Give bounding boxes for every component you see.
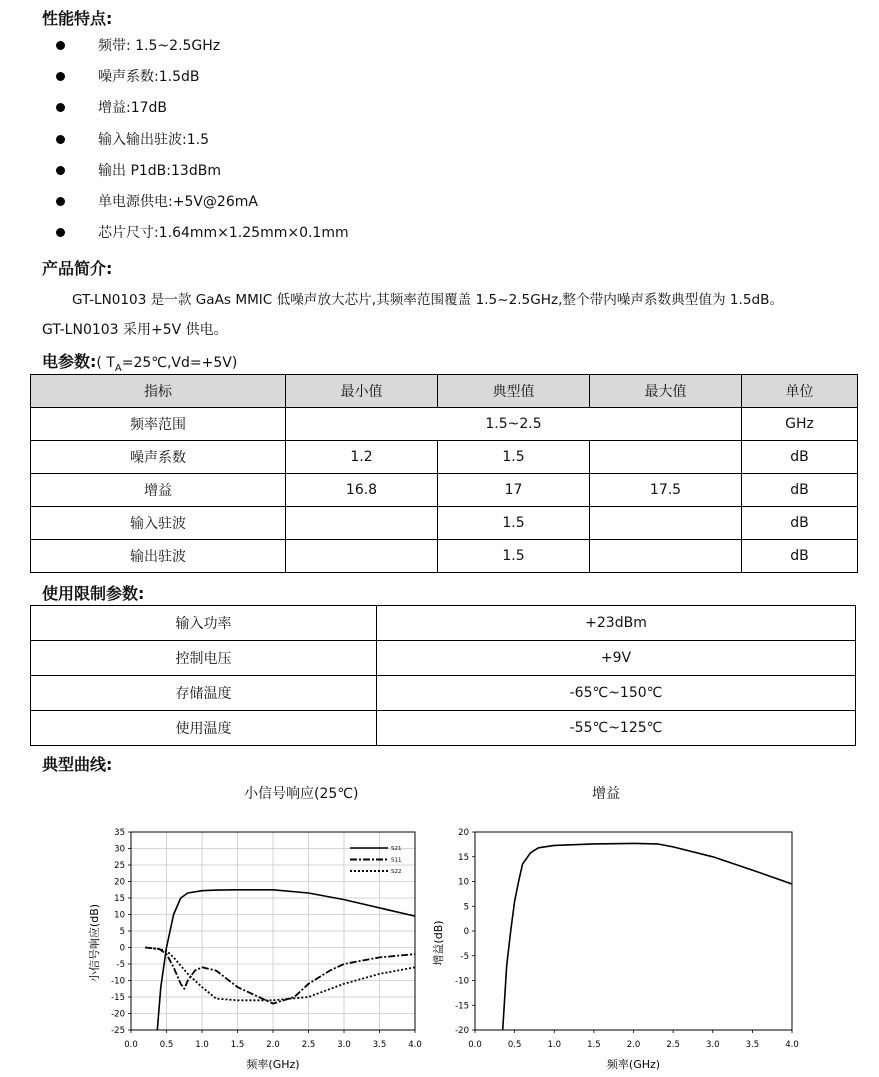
param-typ: 1.5	[438, 540, 590, 573]
x-tick-label: 1.5	[587, 1040, 601, 1050]
bullet-dot	[56, 41, 65, 50]
param-unit: dB	[742, 474, 858, 507]
limits-title: 使用限制参数:	[42, 584, 145, 603]
param-min	[286, 507, 438, 540]
y-tick-label: -5	[460, 951, 469, 962]
table-row	[31, 711, 856, 746]
y-tick-label: -20	[111, 1009, 125, 1020]
series-line-s21	[157, 890, 415, 1030]
param-max	[590, 540, 742, 573]
param-min	[286, 540, 438, 573]
y-tick-label: 15	[114, 894, 125, 904]
x-tick-label: 0.5	[507, 1040, 522, 1050]
y-tick-label: -5	[116, 960, 125, 970]
table-header-row	[31, 375, 858, 408]
x-tick-label: 1.0	[547, 1040, 562, 1050]
param-name: 输出驻波	[31, 540, 286, 573]
param-typ: 17	[438, 474, 590, 507]
x-tick-label: 1.5	[230, 1040, 245, 1050]
bullet-dot	[56, 197, 65, 206]
series-line-s11	[145, 948, 415, 1004]
param-unit: dB	[742, 441, 858, 474]
x-tick-label: 4.0	[408, 1040, 422, 1050]
plot-frame	[131, 832, 415, 1030]
legend-label: S11	[391, 857, 402, 864]
features-title: 性能特点:	[42, 9, 113, 28]
limit-value: -55℃~125℃	[377, 711, 856, 746]
bullet-dot	[56, 135, 65, 144]
x-tick-label: 3.5	[372, 1040, 387, 1050]
curves-title: 典型曲线:	[42, 755, 113, 774]
header-cell: 指标	[31, 375, 286, 408]
legend-label: S22	[391, 869, 402, 875]
param-min: 1.2	[286, 441, 438, 474]
param-name: 噪声系数	[31, 441, 286, 474]
table-row	[31, 441, 858, 474]
table-row	[31, 507, 858, 540]
y-tick-label: 30	[114, 844, 125, 855]
param-max	[590, 441, 742, 474]
y-tick-label: 5	[119, 927, 125, 937]
x-tick-label: 2.0	[266, 1040, 280, 1050]
param-unit: dB	[742, 507, 858, 540]
x-tick-label: 0.0	[124, 1040, 138, 1050]
y-tick-label: 20	[458, 828, 469, 838]
y-tick-label: -15	[455, 1001, 469, 1012]
y-axis-label: 增益(dB)	[432, 920, 445, 966]
table-row	[31, 676, 856, 711]
param-name: 增益	[31, 474, 286, 507]
limit-value: -65℃~150℃	[377, 676, 856, 711]
bullet-dot	[56, 103, 65, 112]
electrical-params-table	[30, 374, 858, 573]
limits-table	[30, 605, 856, 746]
x-tick-label: 3.0	[337, 1040, 351, 1050]
header-cell: 最大值	[590, 375, 742, 408]
limit-name: 输入功率	[31, 606, 377, 641]
y-tick-label: 0	[463, 927, 469, 937]
header-cell: 最小值	[286, 375, 438, 408]
x-tick-label: 3.5	[745, 1040, 760, 1050]
x-tick-label: 1.0	[195, 1040, 209, 1050]
legend-label: S21	[391, 846, 402, 852]
list-item: 芯片尺寸:1.64mm×1.25mm×0.1mm	[56, 223, 349, 254]
y-tick-label: 35	[114, 828, 125, 838]
chart-caption-left: 小信号响应(25℃)	[244, 786, 359, 802]
param-max: 17.5	[590, 474, 742, 507]
param-min: 16.8	[286, 474, 438, 507]
list-item: 单电源供电:+5V@26mA	[56, 192, 349, 223]
param-unit: dB	[742, 540, 858, 573]
bullet-dot	[56, 228, 65, 237]
features-list	[56, 36, 349, 254]
elec-title: 电参数:( $T_A=25℃,Vd=+5V$)	[42, 352, 238, 374]
intro-line-2: GT-LN0103 采用+5V 供电。	[42, 322, 228, 338]
limit-value: +23dBm	[377, 606, 856, 641]
x-tick-label: 4.0	[785, 1040, 799, 1050]
plot-frame	[475, 832, 792, 1030]
list-item: 输出 P1dB:13dBm	[56, 161, 349, 192]
limit-name: 存储温度	[31, 676, 377, 711]
list-item: 输入输出驻波:1.5	[56, 130, 349, 161]
y-tick-label: 10	[114, 910, 125, 921]
x-tick-label: 3.0	[705, 1040, 720, 1050]
x-tick-label: 0.5	[159, 1040, 174, 1050]
y-axis-label: 小信号响应(dB)	[88, 903, 101, 983]
y-tick-label: -10	[111, 976, 125, 987]
list-item: 增益:17dB	[56, 98, 349, 129]
param-name: 输入驻波	[31, 507, 286, 540]
param-typ: 1.5	[438, 507, 590, 540]
table-row	[31, 641, 856, 676]
intro-title: 产品简介:	[42, 259, 113, 278]
y-tick-label: 25	[114, 861, 125, 871]
param-unit: GHz	[742, 408, 858, 441]
param-name: 频率范围	[31, 408, 286, 441]
y-tick-label: -20	[455, 1026, 469, 1036]
list-item: 噪声系数:1.5dB	[56, 67, 349, 98]
series-line-s22	[145, 948, 415, 1001]
y-tick-label: 10	[458, 877, 469, 888]
y-tick-label: 15	[458, 852, 469, 863]
limit-name: 使用温度	[31, 711, 377, 746]
x-axis-label: 频率(GHz)	[246, 1058, 300, 1071]
table-row	[31, 606, 856, 641]
param-max	[590, 507, 742, 540]
header-cell: 单位	[742, 375, 858, 408]
x-tick-label: 0.0	[468, 1040, 482, 1050]
table-row	[31, 540, 858, 573]
x-tick-label: 2.5	[301, 1040, 316, 1050]
table-row	[31, 408, 858, 441]
bullet-dot	[56, 166, 65, 175]
y-tick-label: -10	[455, 976, 469, 987]
y-tick-label: 20	[114, 877, 125, 888]
y-tick-label: 5	[463, 902, 469, 913]
series-line-gain	[503, 843, 792, 1030]
limit-value: +9V	[377, 641, 856, 676]
x-axis-label: 频率(GHz)	[606, 1058, 661, 1071]
chart-caption-right: 增益	[592, 786, 620, 802]
param-typ: 1.5	[438, 441, 590, 474]
y-tick-label: -25	[111, 1026, 125, 1036]
y-tick-label: 0	[119, 943, 125, 954]
param-typ: 1.5~2.5	[286, 408, 742, 441]
bullet-dot	[56, 72, 65, 81]
limit-name: 控制电压	[31, 641, 377, 676]
intro-line-1: GT-LN0103 是一款 GaAs MMIC 低噪声放大芯片,其频率范围覆盖 1.5~2.5GHz,整个带内噪声系数典型值为 1.5dB。	[72, 292, 784, 308]
list-item: 频带: 1.5~2.5GHz	[56, 36, 349, 67]
y-tick-label: -15	[111, 993, 125, 1003]
x-tick-label: 2.0	[626, 1040, 641, 1050]
header-cell: 典型值	[438, 375, 590, 408]
table-row	[31, 474, 858, 507]
x-tick-label: 2.5	[666, 1040, 680, 1050]
